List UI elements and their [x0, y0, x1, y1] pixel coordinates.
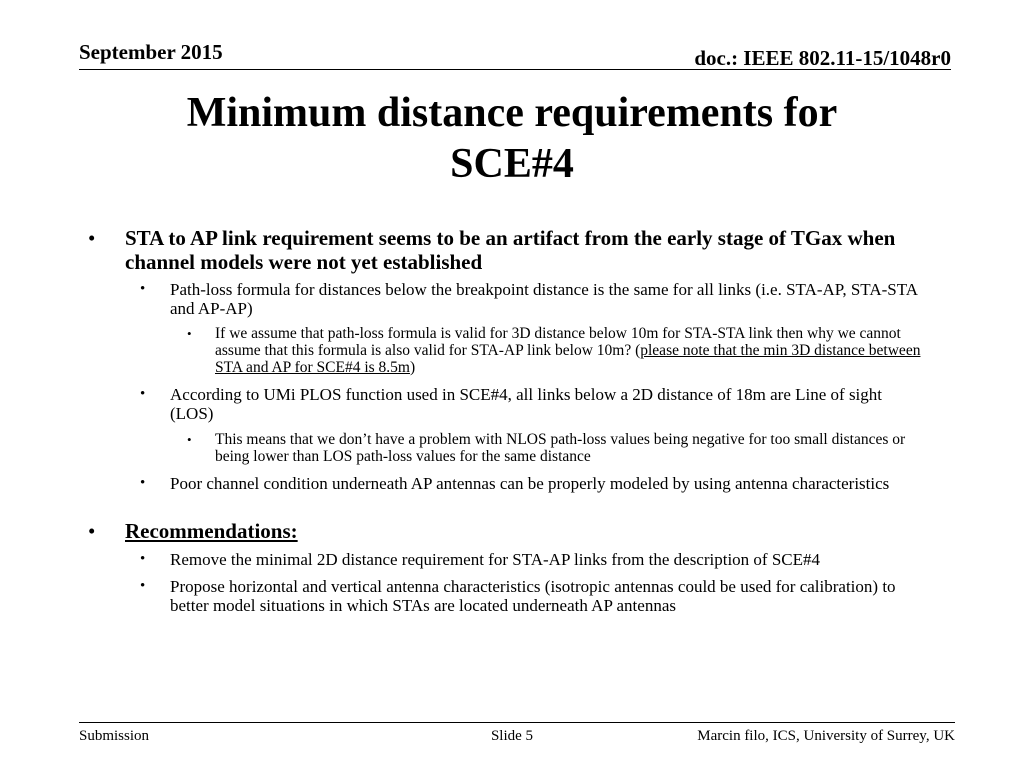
footer-author: Marcin filo, ICS, University of Surrey, UK — [697, 728, 955, 744]
note-underlined-text: please note that the min 3D distance between STA and AP for SCE#4 is 8.5m — [215, 342, 921, 376]
bullet-dot: • — [187, 326, 192, 341]
bullet-poor-channel: Poor channel condition underneath AP antennas can be properly modeled by using antenna characteristics — [170, 474, 890, 493]
bullet-remove-min-distance: Remove the minimal 2D distance requirement for STA-AP links from the description of SCE#4 — [170, 550, 821, 569]
slide-title — [0, 88, 1024, 190]
bullet-dot: • — [140, 386, 146, 402]
note-text: If we assume that path-loss formula is valid for 3D distance below 10m for STA-STA link then why we cannot assume that this formula is also valid for STA-AP link below 10m? ( — [215, 325, 901, 359]
bullet-3d-distance-note — [215, 325, 930, 376]
note-close-paren: ) — [409, 359, 416, 376]
slide-title-line1: Minimum distance requirements for — [186, 90, 838, 136]
bullet-sta-ap-requirement: STA to AP link requirement seems to be an artifact from the early stage of TGax when channel models were not yet established — [125, 226, 896, 274]
slide-title-line2: SCE#4 — [450, 141, 574, 187]
bullet-dot: • — [140, 551, 146, 567]
bullet-path-loss-formula: Path-loss formula for distances below the breakpoint distance is the same for all links (i.e. STA-AP, STA-STA and AP-AP) — [170, 280, 918, 318]
bullet-dot: • — [187, 432, 192, 447]
header-doc-id: doc.: IEEE 802.11-15/1048r0 — [694, 46, 951, 70]
bullet-dot: • — [88, 519, 96, 543]
bullet-dot: • — [140, 578, 146, 594]
bullet-dot: • — [140, 475, 146, 491]
footer-submission: Submission — [79, 728, 150, 744]
header-date: September 2015 — [79, 40, 223, 64]
bullet-antenna-characteristics: Propose horizontal and vertical antenna characteristics (isotropic antennas could be used for calibration) to better model situations in which STAs are located underneath AP antennas — [170, 577, 896, 615]
bullet-dot: • — [140, 281, 146, 297]
footer-divider — [79, 722, 955, 723]
bullet-umi-plos: According to UMi PLOS function used in SCE#4, all links below a 2D distance of 18m are Line of sight (LOS) — [170, 385, 883, 423]
header-divider — [79, 69, 951, 70]
bullet-nlos-note: This means that we don’t have a problem with NLOS path-loss values being negative for too small distances or being lower than LOS path-loss values for the same distance — [215, 431, 906, 465]
bullet-recommendations: Recommendations: — [125, 519, 298, 543]
bullet-dot: • — [88, 226, 96, 250]
footer-slide-number: Slide 5 — [490, 728, 534, 744]
